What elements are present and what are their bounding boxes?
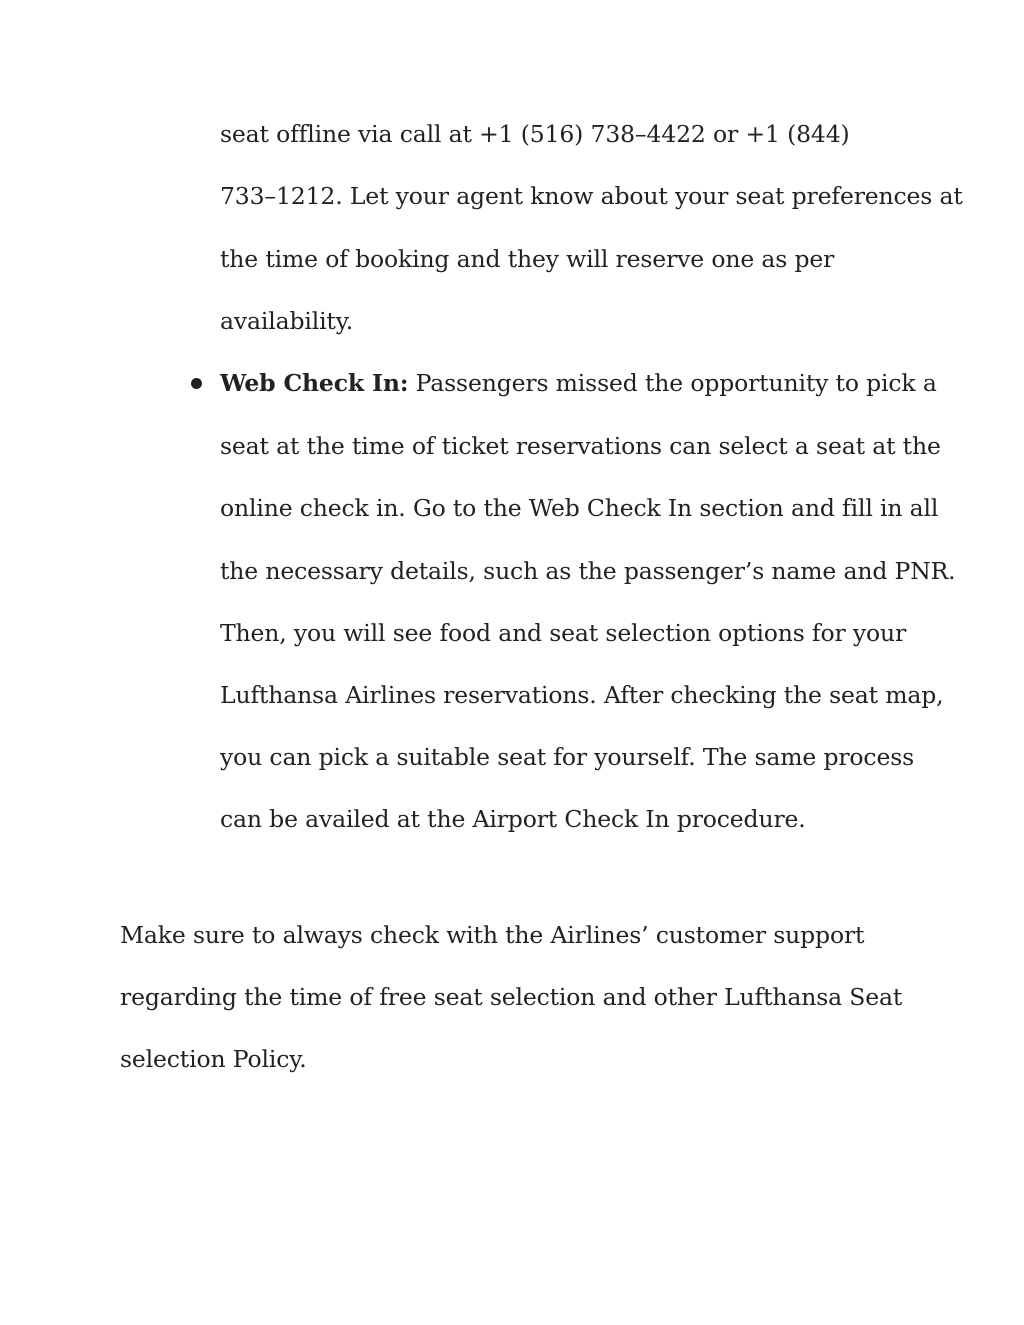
text-line: can be availed at the Airport Check In procedure. [220, 805, 806, 833]
text-line: Make sure to always check with the Airlines’ customer support [120, 921, 865, 949]
text-line: availability. [220, 307, 354, 335]
text-line: Lufthansa Airlines reservations. After checking the seat map, [220, 681, 944, 709]
text-line: 733–1212. Let your agent know about your seat preferences at [220, 182, 963, 210]
web-check-in-label: Web Check In: [220, 369, 409, 397]
text-line: seat at the time of ticket reservations can select a seat at the [220, 432, 941, 460]
bullet-icon [191, 378, 202, 389]
text-line: you can pick a suitable seat for yourself. The same process [220, 743, 915, 771]
text-line: online check in. Go to the Web Check In section and fill in all [220, 494, 939, 522]
text-line: selection Policy. [120, 1045, 307, 1073]
web-check-in-first-line: Passengers missed the opportunity to pick a [408, 369, 937, 397]
text-line: seat offline via call at +1 (516) 738–4422 or +1 (844) [220, 120, 850, 148]
text-line: the time of booking and they will reserve one as per [220, 245, 835, 273]
text-line: Then, you will see food and seat selection options for your [220, 619, 907, 647]
text-line: the necessary details, such as the passenger’s name and PNR. [220, 557, 956, 585]
text-line: regarding the time of free seat selection and other Lufthansa Seat [120, 983, 903, 1011]
text-line [220, 368, 937, 398]
